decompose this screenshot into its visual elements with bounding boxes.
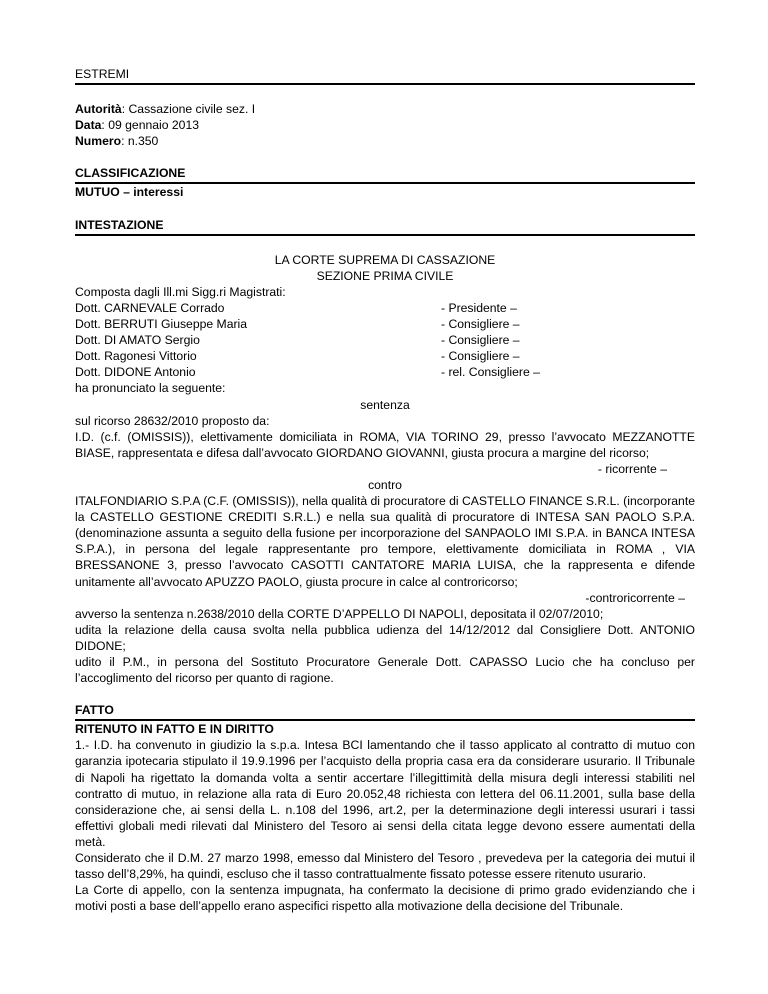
judge-name: Dott. CARNEVALE Corrado: [75, 300, 225, 315]
numero-value: : n.350: [121, 134, 159, 149]
section-header-classificazione: CLASSIFICAZIONE: [75, 165, 695, 184]
controricorrente-label: -controricorrente –: [585, 590, 685, 605]
fatto-paragraph-3: La Corte di appello, con la sentenza impugnata, ha confermato la decisione di primo grado evidenziando che i motivi posti a base dell’appello erano aspecifici rispetto alla motivazione della decisione del Tribunale.: [75, 883, 695, 914]
fatto-subheader: RITENUTO IN FATTO E IN DIRITTO: [75, 722, 274, 737]
court-section: SEZIONE PRIMA CIVILE: [316, 268, 454, 283]
numero-label: Numero: [75, 134, 122, 149]
composed-line: Composta dagli Ill.mi Sigg.ri Magistrati:: [75, 284, 286, 299]
judge-role: - Consigliere –: [441, 349, 520, 364]
autorita-value: : Cassazione civile sez. I: [121, 102, 256, 117]
judge-role: - Consigliere –: [441, 317, 520, 332]
judge-name: Dott. Ragonesi Vittorio: [75, 349, 197, 364]
section-header-estremi: ESTREMI: [75, 66, 695, 85]
avverso-line: avverso la sentenza n.2638/2010 della CORTE D’APPELLO DI NAPOLI, depositata il 02/07/2010;: [75, 606, 604, 621]
autorita-line: [75, 101, 695, 117]
judge-row: [75, 348, 695, 364]
judge-row: [75, 300, 695, 316]
judge-role: - rel. Consigliere –: [441, 365, 540, 380]
judge-row: [75, 316, 695, 332]
judge-row: [75, 332, 695, 348]
judge-name: Dott. DI AMATO Sergio: [75, 333, 200, 348]
judge-name: Dott. DIDONE Antonio: [75, 365, 196, 380]
classificazione-value: MUTUO – interessi: [75, 185, 184, 200]
document-page: [75, 66, 695, 914]
ricorso-line: sul ricorso 28632/2010 proposto da:: [75, 413, 270, 428]
udita-line: udita la relazione della causa svolta nella pubblica udienza del 14/12/2012 dal Consigliere Dott. ANTONIO DIDONE;: [75, 622, 695, 653]
judge-role: - Consigliere –: [441, 333, 520, 348]
judge-role: - Presidente –: [441, 300, 517, 315]
sentenza-label: sentenza: [360, 397, 410, 412]
data-line: [75, 117, 695, 133]
court-name: LA CORTE SUPREMA DI CASSAZIONE: [274, 252, 496, 267]
numero-line: [75, 133, 695, 149]
udito-line: udito il P.M., in persona del Sostituto Procuratore Generale Dott. CAPASSO Lucio che ha concluso per l’accoglimento del ricorso per quanto di ragione.: [75, 655, 695, 686]
fatto-paragraph-1: 1.- I.D. ha convenuto in giudizio la s.p.a. Intesa BCI lamentando che il tasso applicato al contratto di mutuo con garanzia ipotecaria stipulato il 19.9.1996 per l’acquisto della propria casa era da considerare usurario. Il Tribunale di Napoli ha rigettato la domanda volta a sentir accertare l’illegittimità della misura degli interessi stabiliti nel contratto di mutuo, in relazione alla rata di Euro 20.052,48 richiesta con lettera del 06.11.2001, sulla base della considerazione che, ai sensi della L. n.108 del 1996, art.2, per la determinazione degli interessi usurari i tassi effettivi globali medi rilevati dal Ministero del Tesoro ai sensi della citata legge devono essere aumentati della metà.: [75, 738, 695, 849]
autorita-label: Autorità: [75, 102, 122, 117]
pronounced-line: ha pronunciato la seguente:: [75, 381, 226, 396]
data-label: Data: [75, 118, 102, 133]
ricorrente-label: - ricorrente –: [597, 461, 667, 476]
judge-name: Dott. BERRUTI Giuseppe Maria: [75, 317, 248, 332]
data-value: : 09 gennaio 2013: [101, 118, 200, 133]
ricorrente-text: I.D. (c.f. (OMISSIS)), elettivamente domiciliata in ROMA, VIA TORINO 29, presso l’avvocato MEZZANOTTE BIASE, rappresentata e difesa dall’avvocato GIORDANO GIOVANNI, giusta procura a margine del ricorso;: [75, 429, 695, 460]
section-header-intestazione: INTESTAZIONE: [75, 217, 695, 236]
contro-label: contro: [368, 477, 402, 492]
fatto-paragraph-2: Considerato che il D.M. 27 marzo 1998, emesso dal Ministero del Tesoro , prevedeva per la categoria dei mutui il tasso dell’8,29%, ha quindi, escluso che il tasso contrattualmente fissato potesse essere ritenuto usurario.: [75, 851, 695, 882]
section-header-fatto: FATTO: [75, 702, 695, 721]
judge-row: [75, 364, 695, 380]
controricorrente-text: ITALFONDIARIO S.P.A (C.F. (OMISSIS)), nella qualità di procuratore di CASTELLO FINANCE S.R.L. (incorporante la CASTELLO GESTIONE CREDITI S.R.L.) e nella sua qualità di procuratore di INTESA SAN PAOLO S.P.A. (denominazione assunta a seguito della fusione per incorporazione del SANPAOLO IMI S.P.A. in BANCA INTESA S.P.A.), in persona del legale rappresentante pro tempore, elettivamente domiciliata in ROMA , VIA BRESSANONE 3, presso l’avvocato CASOTTI CANTATORE MARIA LUISA, che la rappresenta e difende unitamente all’avvocato APUZZO PAOLO, giusta procure in calce al controricorso;: [75, 494, 695, 589]
